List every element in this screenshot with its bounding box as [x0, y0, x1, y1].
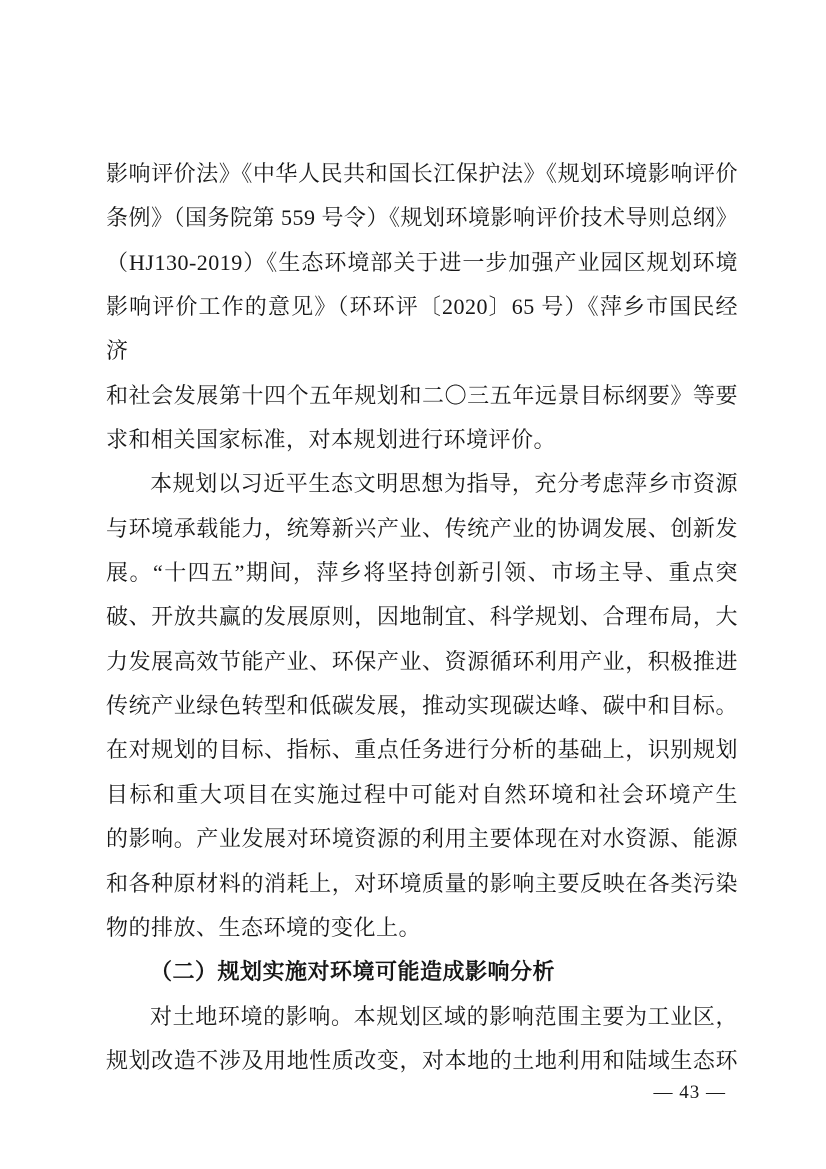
text-line: 影响评价工作的意见》（环环评〔2020〕65 号）《萍乡市国民经济 [106, 294, 738, 364]
text-line: 展。“十四五”期间，萍乡将坚持创新引领、市场主导、重点突 [106, 560, 738, 586]
text-line: 传统产业绿色转型和低碳发展，推动实现碳达峰、碳中和目标。 [106, 693, 738, 719]
section-heading: （二）规划实施对环境可能造成影响分析 [150, 959, 556, 985]
text-line: 在对规划的目标、指标、重点任务进行分析的基础上，识别规划 [106, 737, 738, 763]
text-line: 条例》（国务院第 559 号令）《规划环境影响评价技术导则总纲》 [106, 205, 739, 231]
text-line: 规划改造不涉及用地性质改变，对本地的土地利用和陆域生态环 [106, 1047, 738, 1073]
text-line: （HJ130-2019）《生态环境部关于进一步加强产业园区规划环境 [106, 249, 738, 275]
text-line: 求和相关国家标准，对本规划进行环境评价。 [106, 427, 557, 453]
text-line: 物的排放、生态环境的变化上。 [106, 914, 422, 940]
page-number: — 43 — [653, 1082, 726, 1103]
text-block [106, 152, 738, 1083]
text-line: 的影响。产业发展对环境资源的利用主要体现在对水资源、能源 [106, 826, 738, 852]
text-line: 与环境承载能力，统筹新兴产业、传统产业的协调发展、创新发 [106, 515, 738, 541]
text-line: 目标和重大项目在实施过程中可能对自然环境和社会环境产生 [106, 781, 738, 807]
text-line: 对土地环境的影响。本规划区域的影响范围主要为工业区， [150, 1003, 738, 1029]
text-line: 和社会发展第十四个五年规划和二〇三五年远景目标纲要》等要 [106, 382, 738, 408]
text-line: 力发展高效节能产业、环保产业、资源循环利用产业，积极推进 [106, 648, 738, 674]
text-line: 破、开放共赢的发展原则，因地制宜、科学规划、合理布局，大 [106, 604, 738, 630]
text-line: 影响评价法》《中华人民共和国长江保护法》《规划环境影响评价 [106, 161, 738, 186]
text-line: 和各种原材料的消耗上，对环境质量的影响主要反映在各类污染 [106, 870, 738, 896]
text-line: 本规划以习近平生态文明思想为指导，充分考虑萍乡市资源 [150, 471, 738, 497]
